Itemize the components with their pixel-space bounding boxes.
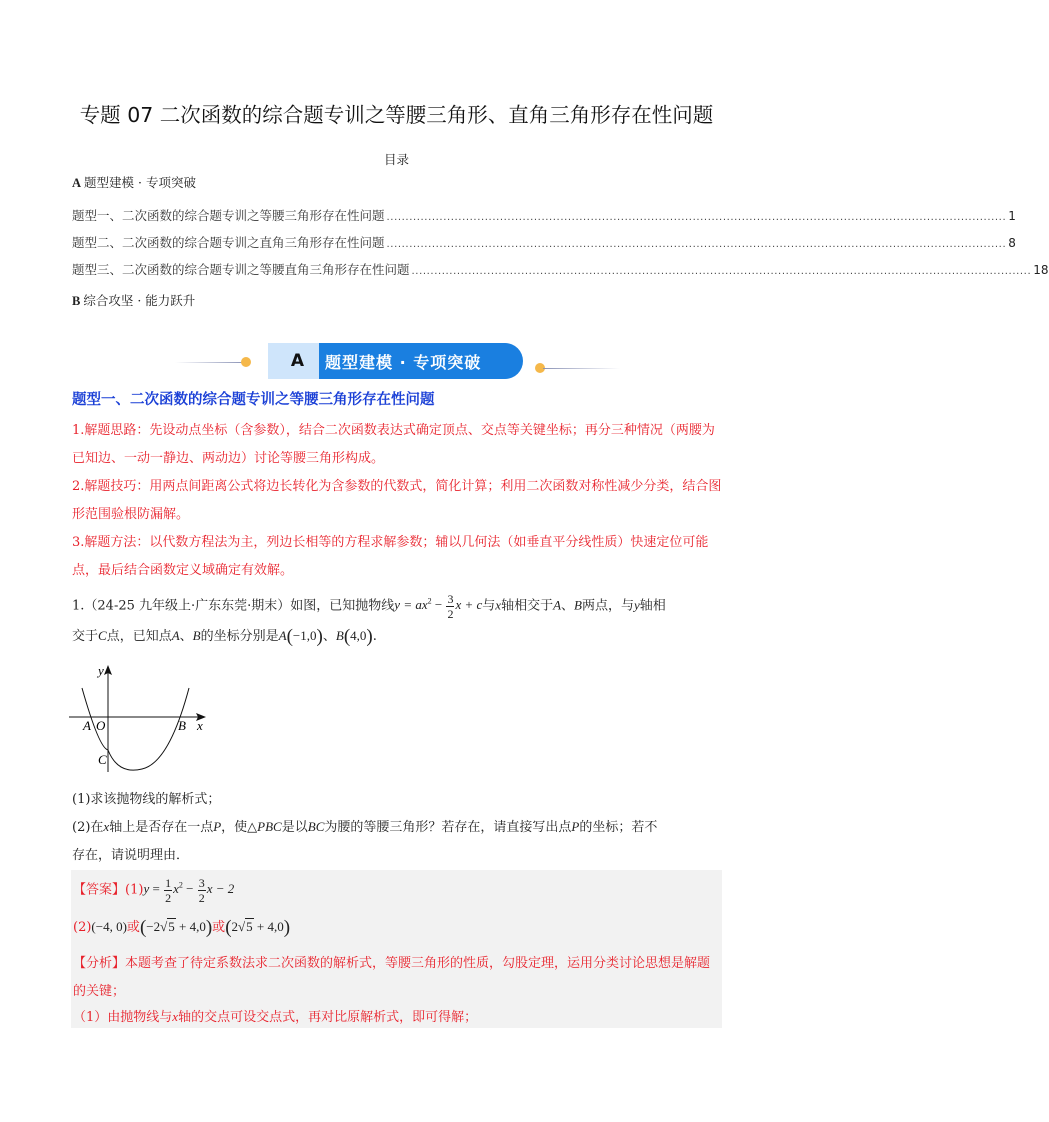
toc-entry-page: 8 <box>1008 236 1016 250</box>
answer-part-2: (2) <box>73 920 92 935</box>
analysis-tag: 【分析】 <box>73 956 126 971</box>
var-B: B <box>574 597 582 613</box>
problem-text: 两点，与 <box>582 598 635 614</box>
problem-statement <box>72 587 724 652</box>
q2-text: ，使△ <box>221 820 258 835</box>
solution-3-coef: 2 <box>231 919 239 934</box>
problem-text: 的坐标分别是 <box>200 629 279 645</box>
banner-pill <box>268 343 523 379</box>
q2-text: 存在，请说明理由． <box>72 848 190 863</box>
document-title: 专题 07 二次函数的综合题专训之等腰三角形、直角三角形存在性问题 <box>79 103 714 127</box>
solution-2-radicand: 5 <box>168 919 175 934</box>
toc-entry-page: 1 <box>1008 209 1016 223</box>
frac-den: 2 <box>447 606 454 621</box>
paren: ) <box>205 917 213 938</box>
sep: 、 <box>179 629 193 645</box>
toc-heading: 目录 <box>383 152 409 167</box>
var-P: P <box>571 819 580 834</box>
problem-text: 与 <box>482 598 496 614</box>
toc-section-b-letter: B <box>72 294 81 308</box>
frac-den: 2 <box>165 891 172 905</box>
problem-text: 交于 <box>72 629 99 645</box>
toc-entry-label: 题型三、二次函数的综合题专训之等腰直角三角形存在性问题 <box>72 262 410 277</box>
eq-rest: x + c <box>455 597 483 613</box>
toc-entry-page: 18 <box>1033 263 1049 277</box>
banner-dot-left <box>241 357 251 367</box>
answer-box <box>71 870 722 1028</box>
section-heading: 题型一、二次函数的综合题专训之等腰三角形存在性问题 <box>72 392 435 408</box>
paren: ) <box>316 626 323 648</box>
var-BC: BC <box>307 819 325 834</box>
toc-section-b-label: 综合攻坚 · 能力跃升 <box>83 293 196 308</box>
question-1: (1)求该抛物线的解析式； <box>72 792 221 807</box>
coord-A-label: A <box>278 628 287 644</box>
ans-sup: 2 <box>178 881 183 891</box>
frac-num: 3 <box>447 591 454 606</box>
answer-line-2 <box>73 916 290 939</box>
toc-entry[interactable] <box>72 233 1016 251</box>
q2-text: 是以 <box>281 820 308 835</box>
y-label: y <box>98 663 104 678</box>
problem-text: 轴相 <box>639 598 666 614</box>
coord-B-label: B <box>335 628 344 644</box>
answer-tag: 【答案】 <box>73 882 126 898</box>
tip-3: 3.解题方法：以代数方程法为主，列边长相等的方程求解参数；辅以几何法（如垂直平分线性质）快速定位可能点，最后结合函数定义域确定有效解。 <box>72 535 709 578</box>
answer-line-1 <box>73 876 234 905</box>
section-banner <box>175 343 620 381</box>
var-P: P <box>213 819 222 834</box>
point-B-label: B <box>178 718 186 733</box>
banner-letter: A <box>268 343 319 379</box>
ans-tail: x − 2 <box>206 881 235 897</box>
coord-B-value: 4,0 <box>350 628 367 644</box>
q2-text: 轴上是否存在一点 <box>109 820 214 835</box>
ans-minus: − <box>182 881 197 897</box>
toc-leader-dots: .................................................................................................................................................................... <box>386 212 1007 223</box>
problem-text: 轴相交于 <box>501 598 554 614</box>
or-text: 或 <box>126 920 140 935</box>
paren: ) <box>283 917 291 938</box>
solution-2-coef: −2 <box>146 919 161 934</box>
sqrt-icon: √ <box>238 919 246 934</box>
var-x: x <box>103 819 110 834</box>
q2-text: (2)在 <box>72 820 104 835</box>
frac-num: 1 <box>165 876 172 890</box>
var-x: x <box>172 1009 179 1024</box>
problem-source: （24-25 九年级上·广东东莞·期末） <box>84 598 291 614</box>
var-PBC: PBC <box>257 819 282 834</box>
banner-label: 题型建模 · 专项突破 <box>325 352 482 372</box>
solution-2-rest: + 4,0 <box>175 919 206 934</box>
eq-lhs: y = ax <box>394 597 428 613</box>
q2-text: 的坐标；若不 <box>579 820 658 835</box>
var-C: C <box>98 628 107 644</box>
toc-leader-dots: .................................................................................................................................................................... <box>411 266 1032 277</box>
solution-1: (−4, 0) <box>91 919 127 934</box>
toc-entry-label: 题型一、二次函数的综合题专训之等腰三角形存在性问题 <box>72 208 385 223</box>
point-C-label: C <box>98 752 107 767</box>
toc-entry[interactable] <box>72 260 1049 278</box>
paren: ( <box>286 626 293 648</box>
ans-eq: = <box>149 881 164 897</box>
eq-fraction <box>446 592 454 621</box>
sqrt-icon: √ <box>160 919 168 934</box>
paren: ) <box>366 626 373 648</box>
frac-den: 2 <box>198 891 205 905</box>
point-A-label: A <box>83 718 91 733</box>
solution-3-radicand: 5 <box>246 919 253 934</box>
toc-section-a-label: 题型建模 · 专项突破 <box>84 175 196 190</box>
frac-num: 3 <box>198 876 205 890</box>
q2-text: 为腰的等腰三角形？若存在，请直接写出点 <box>324 820 572 835</box>
solution-3-rest: + 4,0 <box>253 919 284 934</box>
ans-y: y <box>143 881 150 897</box>
eq-minus: − <box>431 597 446 613</box>
equation <box>394 591 483 621</box>
toc-leader-dots: .................................................................................................................................................................... <box>386 239 1007 250</box>
toc-entry[interactable] <box>72 206 1016 224</box>
tip-2: 2.解题技巧：用两点间距离公式将边长转化为含参数的代数式，简化计算；利用二次函数对称性减少分类，结合图形范围验根防漏解。 <box>72 479 722 522</box>
parabola-figure <box>66 660 216 778</box>
question-2 <box>72 813 724 870</box>
var-A: A <box>171 628 180 644</box>
analysis-step-1 <box>73 1006 477 1025</box>
sep: 、 <box>322 629 336 645</box>
var-x: x <box>495 597 502 613</box>
x-label: x <box>197 718 203 733</box>
ans-frac-2 <box>198 876 206 905</box>
var-A: A <box>553 597 562 613</box>
paren: ( <box>225 917 232 938</box>
answer-part-1: (1) <box>125 882 144 898</box>
figure-svg <box>66 660 216 778</box>
tip-1: 1.解题思路：先设动点坐标（含参数），结合二次函数表达式确定顶点、交点等关键坐标；再分三种情况（两腰为已知边、一动一静边、两动边）讨论等腰三角形构成。 <box>72 423 715 466</box>
toc-section-a-letter: A <box>72 176 82 190</box>
problem-text: 如图，已知抛物线 <box>290 598 395 614</box>
problem-number: 1. <box>72 598 85 614</box>
toc-section-b[interactable] <box>72 291 195 309</box>
problem-text: 点，已知点 <box>106 629 172 645</box>
analysis-body: 本题考查了待定系数法求二次函数的解析式，等腰三角形的性质，勾股定理，运用分类讨论思想是解题的关键； <box>73 956 711 999</box>
answer-equation <box>143 876 235 905</box>
analysis-text <box>73 950 723 1006</box>
eq-sup: 2 <box>427 597 432 606</box>
var-y: y <box>634 597 640 613</box>
step1-text: （1）由抛物线与 <box>73 1010 173 1025</box>
sep: 、 <box>561 598 575 614</box>
banner-line-left <box>175 362 245 363</box>
origin-label: O <box>96 718 106 733</box>
coord-A-value: −1,0 <box>292 628 317 644</box>
or-text: 或 <box>212 920 226 935</box>
paren: ( <box>343 626 351 648</box>
step1-text: 轴的交点可设交点式，再对比原解析式，即可得解； <box>178 1010 478 1025</box>
banner-line-right <box>543 368 620 369</box>
ans-frac-1 <box>164 876 172 905</box>
toc-entry-label: 题型二、二次函数的综合题专训之直角三角形存在性问题 <box>72 235 385 250</box>
paren: ( <box>139 917 147 938</box>
toc-section-a[interactable] <box>72 173 196 191</box>
ans-x: x <box>173 881 179 897</box>
period: . <box>372 629 377 645</box>
var-B: B <box>192 628 201 644</box>
